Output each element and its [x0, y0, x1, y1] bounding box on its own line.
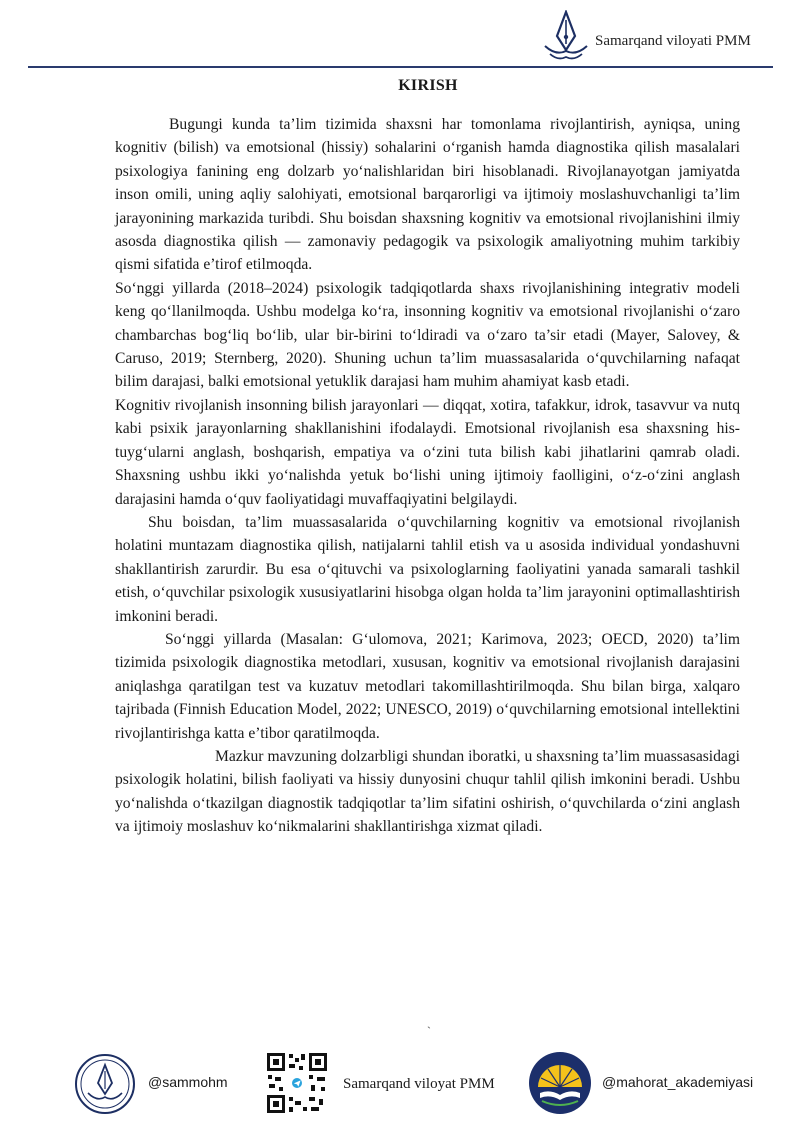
paragraph: So‘nggi yillarda (Masalan: G‘ulomova, 2021; Karimova, 2023; OECD, 2020) ta’lim tizimida psixologik diagnostika metodlari, xususan, kognitiv va emotsional rivojlanish darajasini aniqlashga qaratilgan test va kuzatuv metodlari takomillashtirilmoqda. Shu bilan birga, xalqaro tajribada (Finnish Education Model, 2022; UNESCO, 2019) o‘quvchilarning emotsional intellektini rivojlantirishga katta e’tibor qaratilmoqda.: [115, 630, 740, 742]
footer-handle-left[interactable]: @sammohm: [148, 1074, 228, 1090]
header-org-name: Samarqand viloyati PMM: [595, 33, 751, 49]
institution-emblem-icon: [74, 1053, 136, 1115]
footer-org-text: Samarqand viloyat PMM: [343, 1076, 495, 1092]
document-body: [115, 113, 740, 839]
page-footer: [0, 1040, 800, 1131]
qr-code-icon[interactable]: [265, 1051, 329, 1115]
pen-nib-logo-icon: [542, 10, 590, 64]
paragraph: Mazkur mavzuning dolzarbligi shundan iboratki, u shaxsning ta’lim muassasasidagi psixologik holatini, bilish faoliyati va hissiy dunyosini chuqur tahlil qilish imkonini beradi. Ushbu yo‘nalishda o‘tkazilgan diagnostik tadqiqotlar ta’lim sifatini oshirish, o‘quvchilarda o‘zini anglash va ijtimoiy moslashuv ko‘nikmalarini shakllantirishga xizmat qiladi.: [115, 747, 740, 836]
paragraph: Kognitiv rivojlanish insonning bilish jarayonlari — diqqat, xotira, tafakkur, idrok, tasavvur va nutq kabi psixik jarayonlarning shakllanishini ifodalaydi. Emotsional rivojlanish esa shaxsning his-tuyg‘ularni anglash, boshqarish, empatiya va o‘zini tuta bilish kabi jihatlarini qamrab oladi. Shaxsning ushbu ikki yo‘nalishda yetuk bo‘lishi uning ijtimoiy faolligini, o‘z-o‘zini anglash darajasini hamda o‘quv faoliyatidagi muvaffaqiyatini belgilaydi.: [115, 396, 740, 508]
stray-mark: `: [427, 1024, 431, 1038]
paragraph: Shu boisdan, ta’lim muassasalarida o‘quvchilarning kognitiv va emotsional rivojlanish holatini muntazam diagnostika qilish, natijalarni tahlil etish va u asosida individual yondashuvni shakllantirish zarurdir. Bu esa o‘qituvchi va psixologlarning faoliyatini yanada samarali tashkil etish, o‘quvchilar psixologik xususiyatlarini hisobga olgan holda ta’lim jarayonini optimallashtirish imkonini beradi.: [115, 513, 740, 625]
paragraph: So‘nggi yillarda (2018–2024) psixologik tadqiqotlarda shaxs rivojlanishining integrativ modeli keng qo‘llanilmoqda. Ushbu modelga ko‘ra, insonning kognitiv va emotsional rivojlanishi o‘zaro chambarchas bog‘liq bo‘lib, ular bir-birini to‘ldiradi va o‘zaro ta’sir etadi (Mayer, Salovey, & Caruso, 2019; Sternberg, 2020). Shuning uchun ta’lim muassasalarida o‘quvchilarning nafaqat bilim darajasi, balki emotsional yetuklik darajasi ham muhim ahamiyat kasb etadi.: [115, 279, 740, 391]
paragraph: Bugungi kunda ta’lim tizimida shaxsni har tomonlama rivojlantirish, ayniqsa, uning kognitiv (bilish) va emotsional (hissiy) sohalarini o‘rganish hamda diagnostika qilish masalalari psixologiya fanining eng dolzarb yo‘nalishlaridan biri hisoblanadi. Rivojlanayotgan jamiyatda inson omili, uning aqliy salohiyati, emotsional barqarorligi va ijtimoiy moslashuvchanligi ta’lim jarayonining markazida turibdi. Shu boisdan shaxsning kognitiv va emotsional rivojlanishini ilmiy asosda diagnostika qilish — zamonaviy pedagogik va psixologik amaliyotning muhim tarkibiy qismi sifatida e’tirof etilmoqda.: [115, 116, 740, 274]
academy-emblem-icon: [528, 1051, 592, 1115]
page-title: KIRISH: [398, 77, 458, 94]
header-divider: [28, 66, 773, 68]
footer-handle-right[interactable]: @mahorat_akademiyasi: [602, 1074, 754, 1090]
